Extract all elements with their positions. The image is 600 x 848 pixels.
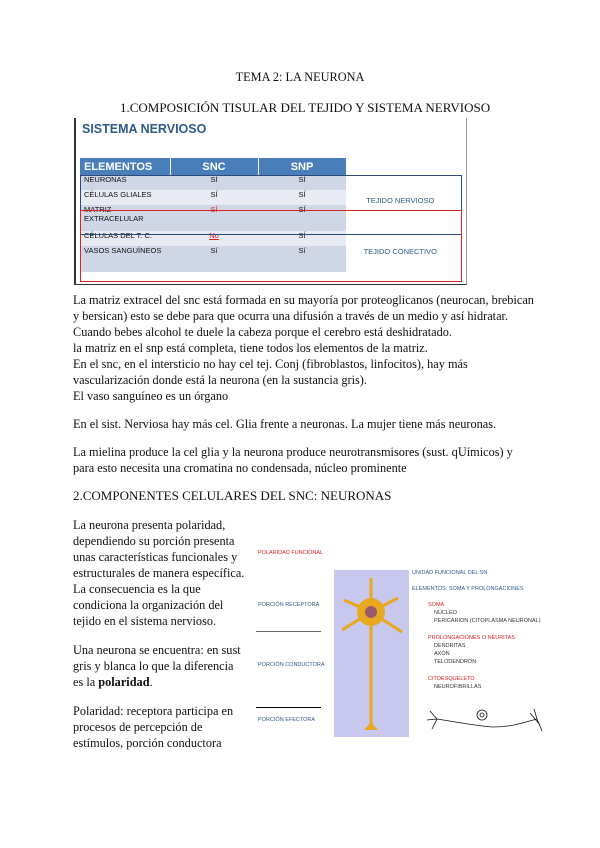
elements-table: [80, 158, 455, 272]
text-line: estímulos, porción conductora: [73, 736, 222, 750]
bold-term: polaridad: [98, 675, 150, 689]
header-cell: SNC: [170, 158, 258, 175]
table-cell: SÍ: [170, 175, 258, 190]
table-cell: No: [170, 231, 258, 246]
section-heading-1: 1.COMPOSICIÓN TISULAR DEL TEJIDO Y SISTEMA NERVIOSO: [120, 100, 491, 115]
portion-label: PORCIÓN EFECTORA: [258, 717, 316, 723]
table-cell: SÍ: [170, 190, 258, 205]
text-line: unas características funcionales y: [73, 550, 238, 564]
text-line: y bersican) esto se debe para que ocurra una difusión a través de un medio y así hidratar.: [73, 309, 509, 323]
figure-text: PERICARION (CITOPLASMA NEURONAL): [434, 618, 541, 624]
text-line: tejido en el sistema nervioso.: [73, 614, 217, 628]
text-line: condiciona la organización del: [73, 598, 224, 612]
text-line: para esto necesita una cromatina no condensada, núcleo prominente: [73, 461, 407, 475]
table-cell: SÍ: [258, 231, 346, 246]
table-cell: SÍ: [170, 205, 258, 231]
table-cell: SÍ: [258, 190, 346, 205]
divider: [256, 631, 321, 632]
header-cell: SNP: [258, 158, 346, 175]
figure-subheading: CITOESQUELETO: [428, 676, 475, 682]
portion-label: PORCIÓN CONDUCTORA: [258, 662, 325, 668]
figure-text: NEUROFIBRILLAS: [434, 684, 482, 690]
figure-title: POLARIDAD FUNCIONAL: [258, 550, 324, 556]
table-cell: SÍ: [258, 205, 346, 231]
text: es la: [73, 675, 99, 689]
group-label: TEJIDO CONECTIVO: [363, 247, 437, 256]
nervous-system-table-figure: [74, 118, 467, 285]
table-cell: VASOS SANGUÍNEOS: [80, 246, 170, 272]
figure-text: NÚCLEO: [434, 610, 457, 616]
table-cell: NEURONAS: [80, 175, 170, 190]
divider: [256, 707, 321, 708]
neuron-polarity-figure: [252, 540, 552, 740]
text-line: Polaridad: receptora participa en: [73, 704, 234, 718]
text-line: gris y blanca lo que la diferencia: [73, 659, 234, 673]
figure-text: UNIDAD FUNCIONAL DEL SN: [412, 570, 488, 576]
table-cell: SÍ: [258, 175, 346, 190]
text-line: Cuando bebes alcohol te duele la cabeza porque el cerebro está deshidratado.: [73, 325, 452, 339]
table-cell: Sí: [258, 246, 346, 272]
figure-text: AXÓN: [434, 651, 450, 657]
table-cell: MATRIZ EXTRACELULAR: [80, 205, 170, 231]
text-line: La consecuencia es la que: [73, 582, 201, 596]
figure-text: TELODENDRON: [434, 659, 477, 665]
paragraph-glia: En el sist. Nerviosa hay más cel. Glia frente a neuronas. La mujer tiene más neuronas.: [73, 417, 497, 431]
text-line: vascularización donde está la neurona (en la sustancia gris).: [73, 373, 367, 387]
text-line: La neurona presenta polaridad,: [73, 518, 226, 532]
text-line: La matriz extracel del snc está formada en su mayoría por proteoglicanos (neurocan, brebican: [73, 293, 534, 307]
portion-label: PORCIÓN RECEPTORA: [258, 602, 320, 608]
figure-text: DENDRITAS: [434, 643, 466, 649]
text-line: la matriz en el snp está completa, tiene todos los elementos de la matriz.: [73, 341, 428, 355]
header-cell: ELEMENTOS: [80, 158, 170, 175]
text-line: estructurales de manera específica.: [73, 566, 245, 580]
neuron-image: [334, 570, 409, 737]
table-title: SISTEMA NERVIOSO: [82, 122, 207, 136]
group-label: TEJIDO NERVIOSO: [366, 196, 435, 205]
document-title: TEMA 2: LA NEURONA: [235, 70, 365, 84]
figure-text: ELEMENTOS: SOMA Y PROLONGACIONES: [412, 586, 524, 592]
section-heading-2: 2.COMPONENTES CELULARES DEL SNC: NEURONAS: [73, 488, 392, 503]
text-line: Una neurona se encuentra: en sust: [73, 643, 241, 657]
table-cell: CÉLULAS DEL T. C.: [80, 231, 170, 246]
text-line: dependiendo su porción presenta: [73, 534, 235, 548]
text-line: procesos de percepción de: [73, 720, 203, 734]
text-line: El vaso sanguíneo es un órgano: [73, 389, 229, 403]
figure-subheading: PROLONGACIONES O NEURITAS: [428, 635, 515, 641]
text-line: En el snc, en el intersticio no hay cel tej. Conj (fibroblastos, linfocitos), hay más: [73, 357, 468, 371]
table-cell: CÉLULAS GLIALES: [80, 190, 170, 205]
figure-subheading: SOMA: [428, 602, 445, 608]
text-line: La mielina produce la cel glia y la neurona produce neurotransmisores (sust. qUímicos) y: [73, 445, 513, 459]
neuron-sketch-icon: [422, 705, 547, 737]
table-cell: Sí: [170, 246, 258, 272]
text: .: [149, 675, 153, 689]
text-line: [73, 674, 153, 690]
neuron-icon: [334, 570, 409, 737]
